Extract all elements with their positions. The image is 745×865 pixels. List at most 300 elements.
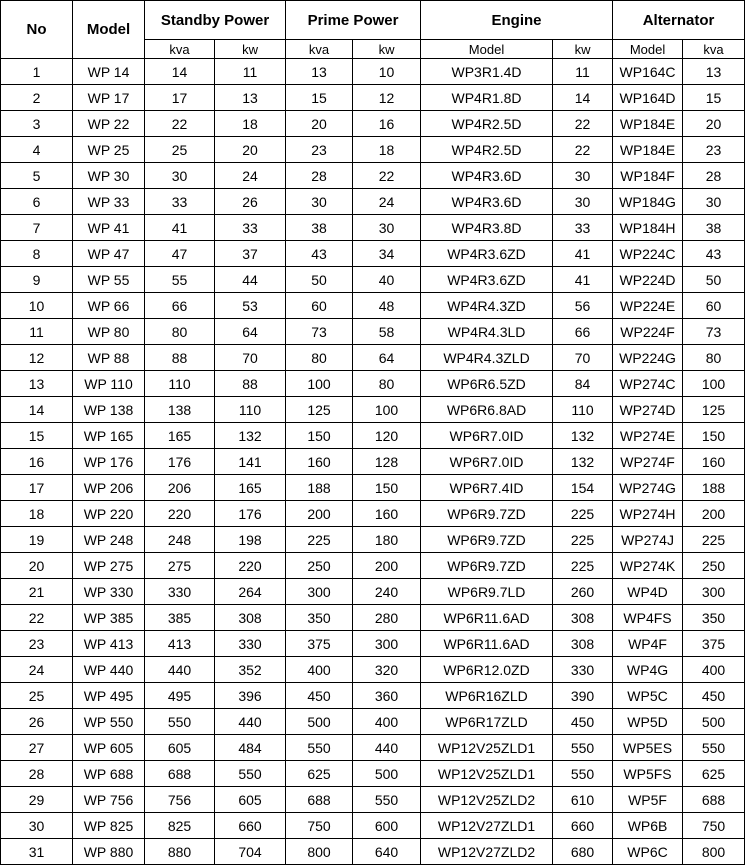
cell-engine-kw: 41 xyxy=(553,241,613,267)
cell-standby-kw: 44 xyxy=(215,267,286,293)
cell-prime-kw: 160 xyxy=(353,501,421,527)
cell-standby-kw: 704 xyxy=(215,839,286,865)
cell-alternator-kva: 100 xyxy=(683,371,745,397)
cell-standby-kw: 605 xyxy=(215,787,286,813)
cell-engine-kw: 308 xyxy=(553,631,613,657)
cell-standby-kw: 165 xyxy=(215,475,286,501)
cell-model: WP 47 xyxy=(73,241,145,267)
cell-engine-model: WP12V25ZLD1 xyxy=(421,735,553,761)
cell-engine-kw: 22 xyxy=(553,111,613,137)
cell-no: 22 xyxy=(1,605,73,631)
cell-alternator-kva: 625 xyxy=(683,761,745,787)
cell-model: WP 14 xyxy=(73,59,145,85)
cell-alternator-model: WP164D xyxy=(613,85,683,111)
cell-engine-model: WP4R2.5D xyxy=(421,137,553,163)
cell-alternator-kva: 150 xyxy=(683,423,745,449)
cell-prime-kva: 13 xyxy=(286,59,353,85)
cell-standby-kw: 176 xyxy=(215,501,286,527)
cell-engine-kw: 680 xyxy=(553,839,613,865)
table-row xyxy=(1,189,745,215)
table-row xyxy=(1,293,745,319)
cell-alternator-model: WP224D xyxy=(613,267,683,293)
cell-alternator-kva: 550 xyxy=(683,735,745,761)
cell-no: 9 xyxy=(1,267,73,293)
cell-prime-kva: 160 xyxy=(286,449,353,475)
cell-prime-kva: 250 xyxy=(286,553,353,579)
cell-alternator-model: WP274C xyxy=(613,371,683,397)
cell-no: 21 xyxy=(1,579,73,605)
cell-prime-kva: 73 xyxy=(286,319,353,345)
cell-model: WP 385 xyxy=(73,605,145,631)
cell-prime-kva: 500 xyxy=(286,709,353,735)
cell-standby-kva: 206 xyxy=(145,475,215,501)
cell-prime-kw: 30 xyxy=(353,215,421,241)
cell-model: WP 110 xyxy=(73,371,145,397)
cell-engine-model: WP6R6.5ZD xyxy=(421,371,553,397)
cell-prime-kva: 60 xyxy=(286,293,353,319)
cell-standby-kva: 605 xyxy=(145,735,215,761)
cell-model: WP 880 xyxy=(73,839,145,865)
subheader-standby-kw: kw xyxy=(215,40,286,59)
table-row xyxy=(1,527,745,553)
cell-standby-kva: 248 xyxy=(145,527,215,553)
cell-no: 23 xyxy=(1,631,73,657)
cell-standby-kw: 484 xyxy=(215,735,286,761)
cell-engine-model: WP4R3.6ZD xyxy=(421,267,553,293)
cell-no: 7 xyxy=(1,215,73,241)
cell-alternator-kva: 500 xyxy=(683,709,745,735)
cell-engine-kw: 225 xyxy=(553,501,613,527)
cell-engine-kw: 260 xyxy=(553,579,613,605)
subheader-engine-kw: kw xyxy=(553,40,613,59)
cell-alternator-kva: 60 xyxy=(683,293,745,319)
cell-standby-kw: 440 xyxy=(215,709,286,735)
cell-prime-kw: 240 xyxy=(353,579,421,605)
cell-standby-kva: 30 xyxy=(145,163,215,189)
table-row xyxy=(1,683,745,709)
cell-alternator-model: WP5D xyxy=(613,709,683,735)
cell-engine-kw: 66 xyxy=(553,319,613,345)
table-row xyxy=(1,579,745,605)
cell-alternator-model: WP4FS xyxy=(613,605,683,631)
cell-prime-kw: 16 xyxy=(353,111,421,137)
cell-engine-model: WP12V27ZLD1 xyxy=(421,813,553,839)
cell-engine-kw: 30 xyxy=(553,163,613,189)
table-row xyxy=(1,475,745,501)
cell-no: 4 xyxy=(1,137,73,163)
table-row xyxy=(1,501,745,527)
table-row xyxy=(1,319,745,345)
cell-model: WP 220 xyxy=(73,501,145,527)
cell-prime-kw: 34 xyxy=(353,241,421,267)
cell-alternator-model: WP274G xyxy=(613,475,683,501)
cell-model: WP 66 xyxy=(73,293,145,319)
cell-engine-model: WP6R9.7ZD xyxy=(421,501,553,527)
cell-alternator-kva: 250 xyxy=(683,553,745,579)
cell-engine-kw: 110 xyxy=(553,397,613,423)
cell-standby-kva: 80 xyxy=(145,319,215,345)
table-row xyxy=(1,553,745,579)
cell-engine-model: WP3R1.4D xyxy=(421,59,553,85)
cell-alternator-model: WP274H xyxy=(613,501,683,527)
cell-prime-kw: 24 xyxy=(353,189,421,215)
cell-alternator-kva: 688 xyxy=(683,787,745,813)
cell-engine-model: WP4R3.6ZD xyxy=(421,241,553,267)
cell-standby-kva: 110 xyxy=(145,371,215,397)
cell-standby-kw: 330 xyxy=(215,631,286,657)
cell-standby-kva: 330 xyxy=(145,579,215,605)
cell-engine-model: WP6R9.7ZD xyxy=(421,553,553,579)
table-row xyxy=(1,267,745,293)
cell-prime-kw: 18 xyxy=(353,137,421,163)
cell-prime-kva: 625 xyxy=(286,761,353,787)
cell-model: WP 413 xyxy=(73,631,145,657)
cell-prime-kw: 440 xyxy=(353,735,421,761)
header-no: No xyxy=(1,1,73,59)
cell-engine-kw: 225 xyxy=(553,527,613,553)
cell-engine-kw: 550 xyxy=(553,761,613,787)
header-model: Model xyxy=(73,1,145,59)
cell-alternator-kva: 30 xyxy=(683,189,745,215)
cell-model: WP 30 xyxy=(73,163,145,189)
cell-engine-kw: 660 xyxy=(553,813,613,839)
cell-alternator-model: WP274K xyxy=(613,553,683,579)
cell-prime-kw: 640 xyxy=(353,839,421,865)
header-alternator: Alternator xyxy=(613,1,745,40)
table-row xyxy=(1,423,745,449)
cell-standby-kva: 275 xyxy=(145,553,215,579)
cell-no: 20 xyxy=(1,553,73,579)
cell-no: 25 xyxy=(1,683,73,709)
cell-engine-kw: 225 xyxy=(553,553,613,579)
cell-alternator-model: WP4D xyxy=(613,579,683,605)
cell-prime-kva: 80 xyxy=(286,345,353,371)
cell-engine-kw: 41 xyxy=(553,267,613,293)
cell-alternator-kva: 188 xyxy=(683,475,745,501)
cell-prime-kw: 300 xyxy=(353,631,421,657)
cell-no: 28 xyxy=(1,761,73,787)
cell-prime-kva: 450 xyxy=(286,683,353,709)
cell-engine-model: WP4R2.5D xyxy=(421,111,553,137)
table-row xyxy=(1,657,745,683)
cell-engine-kw: 132 xyxy=(553,449,613,475)
cell-prime-kw: 280 xyxy=(353,605,421,631)
cell-standby-kw: 198 xyxy=(215,527,286,553)
cell-no: 31 xyxy=(1,839,73,865)
cell-alternator-model: WP274E xyxy=(613,423,683,449)
cell-alternator-kva: 15 xyxy=(683,85,745,111)
cell-engine-model: WP6R9.7ZD xyxy=(421,527,553,553)
cell-no: 15 xyxy=(1,423,73,449)
cell-prime-kw: 320 xyxy=(353,657,421,683)
cell-standby-kva: 550 xyxy=(145,709,215,735)
cell-standby-kva: 220 xyxy=(145,501,215,527)
table-row xyxy=(1,85,745,111)
cell-model: WP 80 xyxy=(73,319,145,345)
cell-no: 17 xyxy=(1,475,73,501)
cell-model: WP 756 xyxy=(73,787,145,813)
cell-model: WP 138 xyxy=(73,397,145,423)
cell-no: 30 xyxy=(1,813,73,839)
cell-engine-kw: 33 xyxy=(553,215,613,241)
cell-alternator-model: WP184F xyxy=(613,163,683,189)
cell-engine-kw: 450 xyxy=(553,709,613,735)
cell-prime-kva: 200 xyxy=(286,501,353,527)
cell-standby-kva: 14 xyxy=(145,59,215,85)
cell-alternator-model: WP224E xyxy=(613,293,683,319)
cell-no: 14 xyxy=(1,397,73,423)
cell-engine-model: WP6R16ZLD xyxy=(421,683,553,709)
cell-engine-model: WP4R4.3ZD xyxy=(421,293,553,319)
cell-standby-kva: 66 xyxy=(145,293,215,319)
cell-engine-model: WP6R17ZLD xyxy=(421,709,553,735)
cell-standby-kw: 24 xyxy=(215,163,286,189)
cell-alternator-kva: 450 xyxy=(683,683,745,709)
cell-model: WP 825 xyxy=(73,813,145,839)
cell-alternator-kva: 225 xyxy=(683,527,745,553)
cell-alternator-model: WP184E xyxy=(613,111,683,137)
cell-prime-kva: 23 xyxy=(286,137,353,163)
cell-engine-kw: 132 xyxy=(553,423,613,449)
cell-no: 5 xyxy=(1,163,73,189)
cell-engine-kw: 154 xyxy=(553,475,613,501)
table-row xyxy=(1,59,745,85)
cell-standby-kva: 41 xyxy=(145,215,215,241)
cell-engine-model: WP12V27ZLD2 xyxy=(421,839,553,865)
cell-standby-kw: 132 xyxy=(215,423,286,449)
cell-model: WP 55 xyxy=(73,267,145,293)
cell-prime-kw: 128 xyxy=(353,449,421,475)
cell-alternator-kva: 400 xyxy=(683,657,745,683)
cell-standby-kva: 825 xyxy=(145,813,215,839)
cell-standby-kw: 70 xyxy=(215,345,286,371)
cell-prime-kva: 100 xyxy=(286,371,353,397)
cell-alternator-model: WP224C xyxy=(613,241,683,267)
cell-engine-kw: 22 xyxy=(553,137,613,163)
cell-alternator-kva: 300 xyxy=(683,579,745,605)
cell-engine-kw: 30 xyxy=(553,189,613,215)
cell-prime-kw: 180 xyxy=(353,527,421,553)
cell-engine-model: WP6R6.8AD xyxy=(421,397,553,423)
cell-engine-model: WP4R3.6D xyxy=(421,189,553,215)
cell-prime-kva: 750 xyxy=(286,813,353,839)
cell-prime-kva: 188 xyxy=(286,475,353,501)
cell-engine-kw: 610 xyxy=(553,787,613,813)
cell-no: 2 xyxy=(1,85,73,111)
cell-no: 27 xyxy=(1,735,73,761)
subheader-prime-kw: kw xyxy=(353,40,421,59)
table-row xyxy=(1,735,745,761)
cell-model: WP 440 xyxy=(73,657,145,683)
cell-standby-kva: 385 xyxy=(145,605,215,631)
cell-engine-model: WP4R4.3ZLD xyxy=(421,345,553,371)
cell-alternator-model: WP6B xyxy=(613,813,683,839)
cell-prime-kva: 150 xyxy=(286,423,353,449)
cell-alternator-kva: 20 xyxy=(683,111,745,137)
header-standby-power: Standby Power xyxy=(145,1,286,40)
cell-engine-model: WP6R12.0ZD xyxy=(421,657,553,683)
cell-prime-kva: 50 xyxy=(286,267,353,293)
subheader-alternator-model: Model xyxy=(613,40,683,59)
cell-alternator-kva: 73 xyxy=(683,319,745,345)
cell-prime-kva: 550 xyxy=(286,735,353,761)
cell-standby-kw: 53 xyxy=(215,293,286,319)
cell-model: WP 165 xyxy=(73,423,145,449)
cell-standby-kw: 88 xyxy=(215,371,286,397)
table-row xyxy=(1,839,745,865)
cell-prime-kw: 58 xyxy=(353,319,421,345)
cell-standby-kva: 440 xyxy=(145,657,215,683)
cell-prime-kw: 200 xyxy=(353,553,421,579)
cell-model: WP 605 xyxy=(73,735,145,761)
cell-prime-kw: 150 xyxy=(353,475,421,501)
cell-alternator-kva: 43 xyxy=(683,241,745,267)
cell-standby-kw: 110 xyxy=(215,397,286,423)
cell-no: 16 xyxy=(1,449,73,475)
cell-model: WP 33 xyxy=(73,189,145,215)
cell-alternator-kva: 23 xyxy=(683,137,745,163)
cell-model: WP 206 xyxy=(73,475,145,501)
cell-model: WP 41 xyxy=(73,215,145,241)
cell-alternator-model: WP224F xyxy=(613,319,683,345)
cell-standby-kw: 550 xyxy=(215,761,286,787)
cell-engine-kw: 70 xyxy=(553,345,613,371)
cell-engine-kw: 550 xyxy=(553,735,613,761)
cell-no: 29 xyxy=(1,787,73,813)
cell-alternator-model: WP184H xyxy=(613,215,683,241)
cell-alternator-kva: 80 xyxy=(683,345,745,371)
cell-standby-kva: 880 xyxy=(145,839,215,865)
cell-model: WP 688 xyxy=(73,761,145,787)
cell-alternator-model: WP274D xyxy=(613,397,683,423)
cell-standby-kw: 396 xyxy=(215,683,286,709)
cell-model: WP 88 xyxy=(73,345,145,371)
cell-standby-kva: 756 xyxy=(145,787,215,813)
cell-engine-model: WP4R1.8D xyxy=(421,85,553,111)
cell-alternator-kva: 800 xyxy=(683,839,745,865)
table-row xyxy=(1,761,745,787)
cell-model: WP 275 xyxy=(73,553,145,579)
cell-engine-model: WP6R7.4ID xyxy=(421,475,553,501)
table-row xyxy=(1,397,745,423)
cell-standby-kva: 88 xyxy=(145,345,215,371)
cell-prime-kva: 20 xyxy=(286,111,353,137)
cell-prime-kva: 688 xyxy=(286,787,353,813)
cell-alternator-kva: 160 xyxy=(683,449,745,475)
cell-engine-model: WP6R7.0ID xyxy=(421,423,553,449)
cell-standby-kva: 413 xyxy=(145,631,215,657)
cell-standby-kva: 47 xyxy=(145,241,215,267)
table-body xyxy=(1,59,745,865)
cell-standby-kva: 176 xyxy=(145,449,215,475)
cell-no: 3 xyxy=(1,111,73,137)
cell-model: WP 330 xyxy=(73,579,145,605)
cell-prime-kw: 80 xyxy=(353,371,421,397)
cell-prime-kw: 400 xyxy=(353,709,421,735)
cell-prime-kw: 48 xyxy=(353,293,421,319)
header-row-main xyxy=(1,1,745,40)
cell-alternator-model: WP6C xyxy=(613,839,683,865)
cell-prime-kva: 225 xyxy=(286,527,353,553)
cell-no: 8 xyxy=(1,241,73,267)
cell-alternator-kva: 28 xyxy=(683,163,745,189)
cell-standby-kva: 55 xyxy=(145,267,215,293)
subheader-engine-model: Model xyxy=(421,40,553,59)
cell-alternator-model: WP274J xyxy=(613,527,683,553)
cell-prime-kva: 28 xyxy=(286,163,353,189)
cell-prime-kva: 800 xyxy=(286,839,353,865)
header-engine: Engine xyxy=(421,1,613,40)
cell-no: 26 xyxy=(1,709,73,735)
cell-engine-kw: 14 xyxy=(553,85,613,111)
cell-prime-kw: 100 xyxy=(353,397,421,423)
cell-prime-kw: 22 xyxy=(353,163,421,189)
cell-prime-kva: 43 xyxy=(286,241,353,267)
cell-alternator-kva: 38 xyxy=(683,215,745,241)
cell-standby-kva: 165 xyxy=(145,423,215,449)
cell-standby-kw: 308 xyxy=(215,605,286,631)
cell-standby-kw: 37 xyxy=(215,241,286,267)
cell-no: 13 xyxy=(1,371,73,397)
cell-standby-kw: 26 xyxy=(215,189,286,215)
cell-alternator-model: WP184E xyxy=(613,137,683,163)
cell-prime-kva: 375 xyxy=(286,631,353,657)
cell-prime-kva: 400 xyxy=(286,657,353,683)
cell-engine-kw: 11 xyxy=(553,59,613,85)
cell-alternator-model: WP5C xyxy=(613,683,683,709)
cell-engine-model: WP12V25ZLD1 xyxy=(421,761,553,787)
cell-engine-model: WP4R3.8D xyxy=(421,215,553,241)
table-row xyxy=(1,813,745,839)
cell-alternator-kva: 200 xyxy=(683,501,745,527)
cell-engine-model: WP6R11.6AD xyxy=(421,605,553,631)
cell-prime-kw: 120 xyxy=(353,423,421,449)
cell-standby-kw: 660 xyxy=(215,813,286,839)
subheader-alternator-kva: kva xyxy=(683,40,745,59)
cell-alternator-model: WP4G xyxy=(613,657,683,683)
subheader-prime-kva: kva xyxy=(286,40,353,59)
cell-standby-kw: 11 xyxy=(215,59,286,85)
cell-engine-model: WP4R3.6D xyxy=(421,163,553,189)
cell-engine-kw: 308 xyxy=(553,605,613,631)
cell-prime-kw: 500 xyxy=(353,761,421,787)
cell-prime-kw: 600 xyxy=(353,813,421,839)
cell-alternator-model: WP184G xyxy=(613,189,683,215)
cell-alternator-model: WP5ES xyxy=(613,735,683,761)
cell-engine-kw: 56 xyxy=(553,293,613,319)
cell-standby-kw: 220 xyxy=(215,553,286,579)
table-row xyxy=(1,215,745,241)
table-row xyxy=(1,111,745,137)
cell-standby-kw: 20 xyxy=(215,137,286,163)
cell-model: WP 17 xyxy=(73,85,145,111)
cell-prime-kw: 550 xyxy=(353,787,421,813)
cell-prime-kva: 125 xyxy=(286,397,353,423)
cell-prime-kw: 12 xyxy=(353,85,421,111)
table-row xyxy=(1,605,745,631)
cell-alternator-model: WP4F xyxy=(613,631,683,657)
cell-model: WP 176 xyxy=(73,449,145,475)
cell-standby-kw: 13 xyxy=(215,85,286,111)
cell-no: 11 xyxy=(1,319,73,345)
table-row xyxy=(1,631,745,657)
table-row xyxy=(1,241,745,267)
cell-model: WP 248 xyxy=(73,527,145,553)
cell-prime-kva: 300 xyxy=(286,579,353,605)
cell-prime-kva: 15 xyxy=(286,85,353,111)
cell-no: 12 xyxy=(1,345,73,371)
cell-alternator-model: WP274F xyxy=(613,449,683,475)
